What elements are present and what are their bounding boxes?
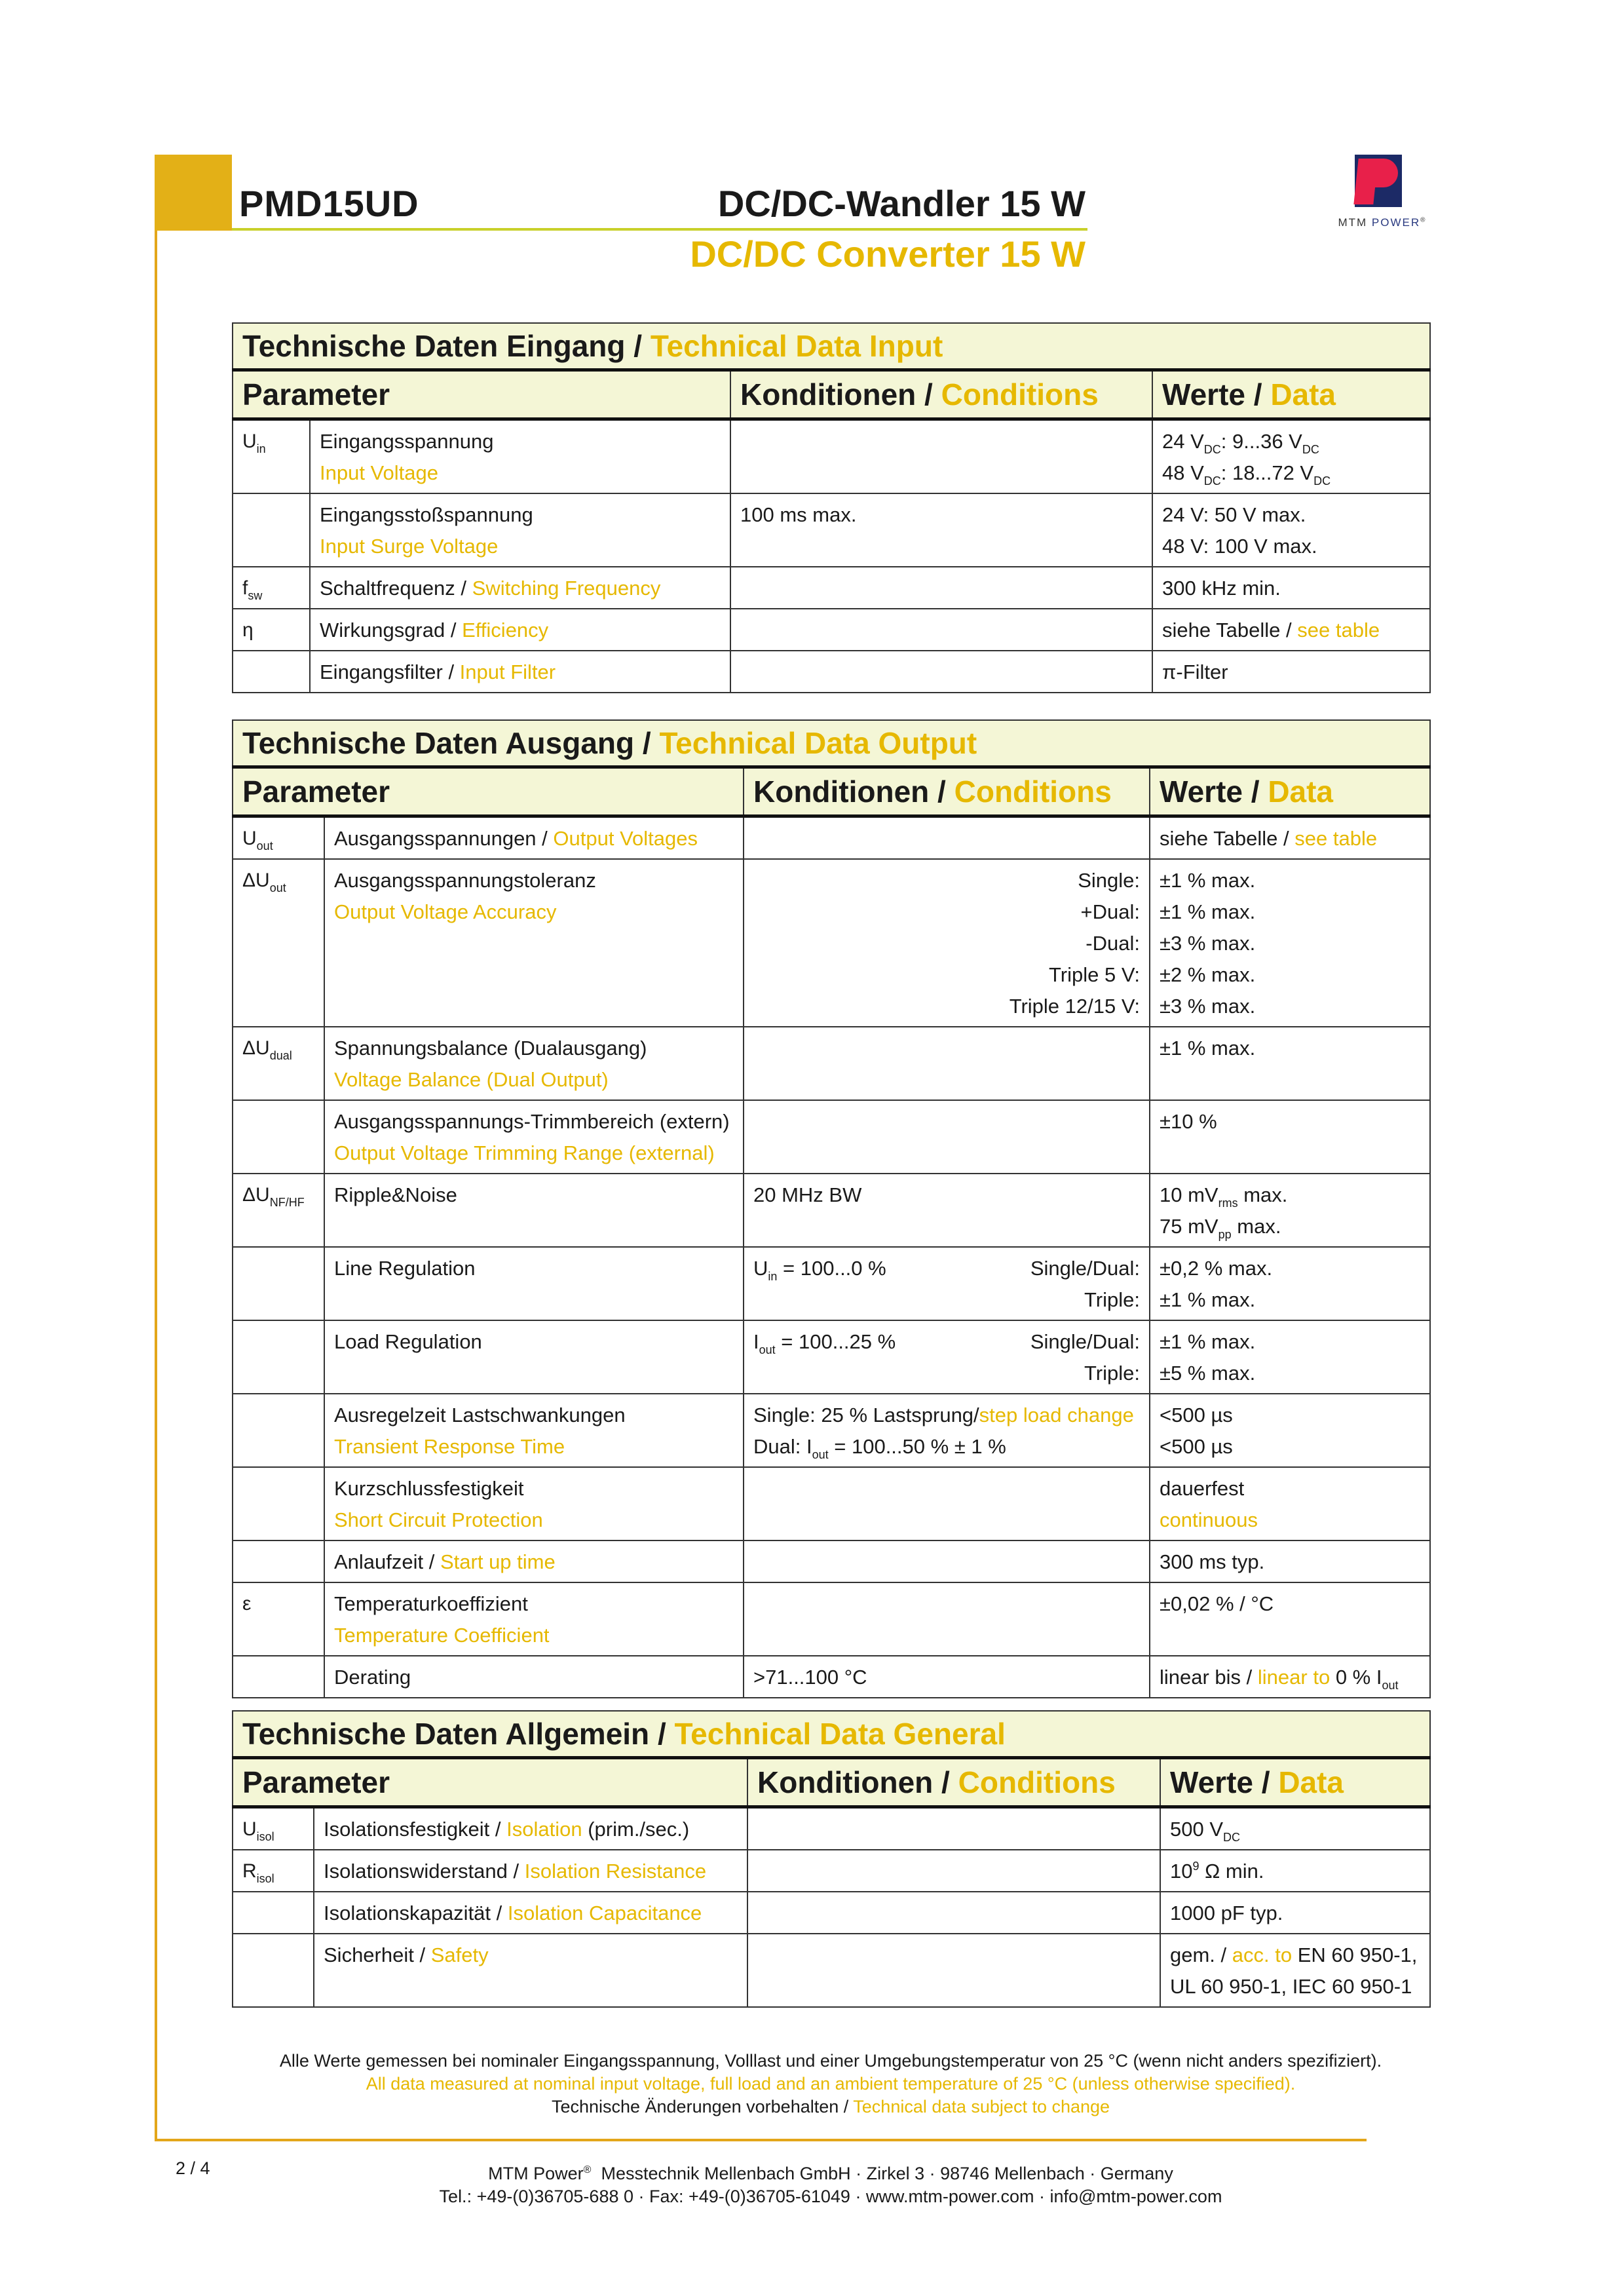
section-title-output: Technische Daten Ausgang / Technical Data Output — [233, 720, 1430, 767]
table-row: Ausregelzeit Lastschwankungen Transient Response Time Single: 25 % Lastsprung/step load change Dual: $I_{out} = 100...50$ % ± 1 % <500 µs <500 µs — [233, 1394, 1430, 1467]
model-name: PMD15UD — [239, 183, 419, 224]
table-general — [232, 1710, 1431, 2008]
header-row: Parameter Konditionen / Conditions Werte / Data — [233, 767, 1430, 816]
page-number: 2 / 4 — [176, 2158, 210, 2178]
mtm-power-logo — [1317, 155, 1448, 233]
table-output — [232, 719, 1431, 1698]
title-english: DC/DC Converter 15 W — [690, 233, 1086, 275]
table-row: $\Delta U_{out}$ Ausgangsspannungstoleranz Output Voltage Accuracy Single: +Dual: -Dual: Triple 5 V: Triple 12/15 V: ±1 % max. ±1 % max. ±3 % max. ±2 % max. ±3 % max. — [233, 859, 1430, 1027]
table-row: $\Delta U_{NF/HF}$ Ripple&Noise 20 MHz BW 10 $mV_{rms}$ max. 75 $mV_{pp}$ max. — [233, 1174, 1430, 1247]
section-title-input: Technische Daten Eingang / Technical Data Input — [233, 323, 1430, 370]
table-row: Line Regulation $U_{in} = 100...0$ % Single/Dual: Triple: ±0,2 % max. ±1 % max. — [233, 1247, 1430, 1320]
logo-p-icon — [1355, 155, 1402, 207]
title-underline — [232, 228, 1087, 231]
table-row: Sicherheit / Safety gem. / acc. to EN 60 950-1, UL 60 950-1, IEC 60 950-1 — [233, 1934, 1430, 2007]
measurement-notes: Alle Werte gemessen bei nominaler Eingangsspannung, Volllast und einer Umgebungstemperatur von 25 °C (wenn nicht anders spezifiziert). All data measured at nominal input voltage, full load and an ambient temperature of 25 °C (unless otherwise specified). Technische Änderungen vorbehalten / Technical data subject to change — [279, 2051, 1382, 2116]
table-input — [232, 322, 1431, 693]
table-row: $U_{out}$ Ausgangsspannungen / Output Voltages siehe Tabelle / see table — [233, 816, 1430, 860]
table-row: Load Regulation $I_{out} = 100...25$ % Single/Dual: Triple: ±1 % max. ±5 % max. — [233, 1320, 1430, 1394]
table-row: Kurzschlussfestigkeit Short Circuit Protection dauerfest continuous — [233, 1467, 1430, 1540]
table-row: η Wirkungsgrad / Efficiency siehe Tabelle / see table — [233, 609, 1430, 651]
table-row: Anlaufzeit / Start up time 300 ms typ. — [233, 1540, 1430, 1582]
table-row: $f_{sw}$ Schaltfrequenz / Switching Frequency 300 kHz min. — [233, 567, 1430, 609]
table-row: $U_{isol}$ Isolationsfestigkeit / Isolation (prim./sec.) 500 $V_{DC}$ — [233, 1807, 1430, 1850]
table-row: Ausgangsspannungs-Trimmbereich (extern) Output Voltage Trimming Range (external) ±10 % — [233, 1100, 1430, 1174]
table-row: ε Temperaturkoeffizient Temperature Coefficient ±0,02 % / °C — [233, 1582, 1430, 1656]
table-row: Eingangsfilter / Input Filter π-Filter — [233, 651, 1430, 693]
corner-accent-block — [155, 155, 232, 231]
table-row: Isolationskapazität / Isolation Capacitance 1000 pF typ. — [233, 1892, 1430, 1934]
table-row: Eingangsstoßspannung Input Surge Voltage 100 ms max. 24 V: 50 V max. 48 V: 100 V max. — [233, 493, 1430, 567]
frame-bottom-border — [155, 2139, 1367, 2141]
header-row: Parameter Konditionen / Conditions Werte / Data — [233, 370, 1430, 419]
footer-address: MTM Power® Messtechnik Mellenbach GmbH · Zirkel 3 · 98746 Mellenbach · Germany Tel.: +49-(0)36705-688 0 · Fax: +49-(0)36705-61049 · www.mtm-power.com · info@mtm-power.com — [439, 2164, 1222, 2206]
logo-text: MTM POWER® — [1338, 216, 1427, 229]
table-row: $U_{in}$ Eingangsspannung Input Voltage 24 $V_{DC}$: 9...36 $V_{DC}$ 48 $V_{DC}$: 18...72 $V_{DC}$ — [233, 419, 1430, 494]
table-row: $R_{isol}$ Isolationswiderstand / Isolation Resistance $10^9$ Ω min. — [233, 1850, 1430, 1892]
header-row: Parameter Konditionen / Conditions Werte / Data — [233, 1758, 1430, 1807]
section-title-general: Technische Daten Allgemein / Technical Data General — [233, 1711, 1430, 1758]
table-row: Derating >71...100 °C linear bis / linear to 0 % $I_{out}$ — [233, 1656, 1430, 1698]
title-german: DC/DC-Wandler 15 W — [717, 183, 1086, 224]
frame-left-border — [155, 155, 157, 2140]
table-row: $\Delta U_{dual}$ Spannungsbalance (Dualausgang) Voltage Balance (Dual Output) ±1 % max. — [233, 1027, 1430, 1100]
